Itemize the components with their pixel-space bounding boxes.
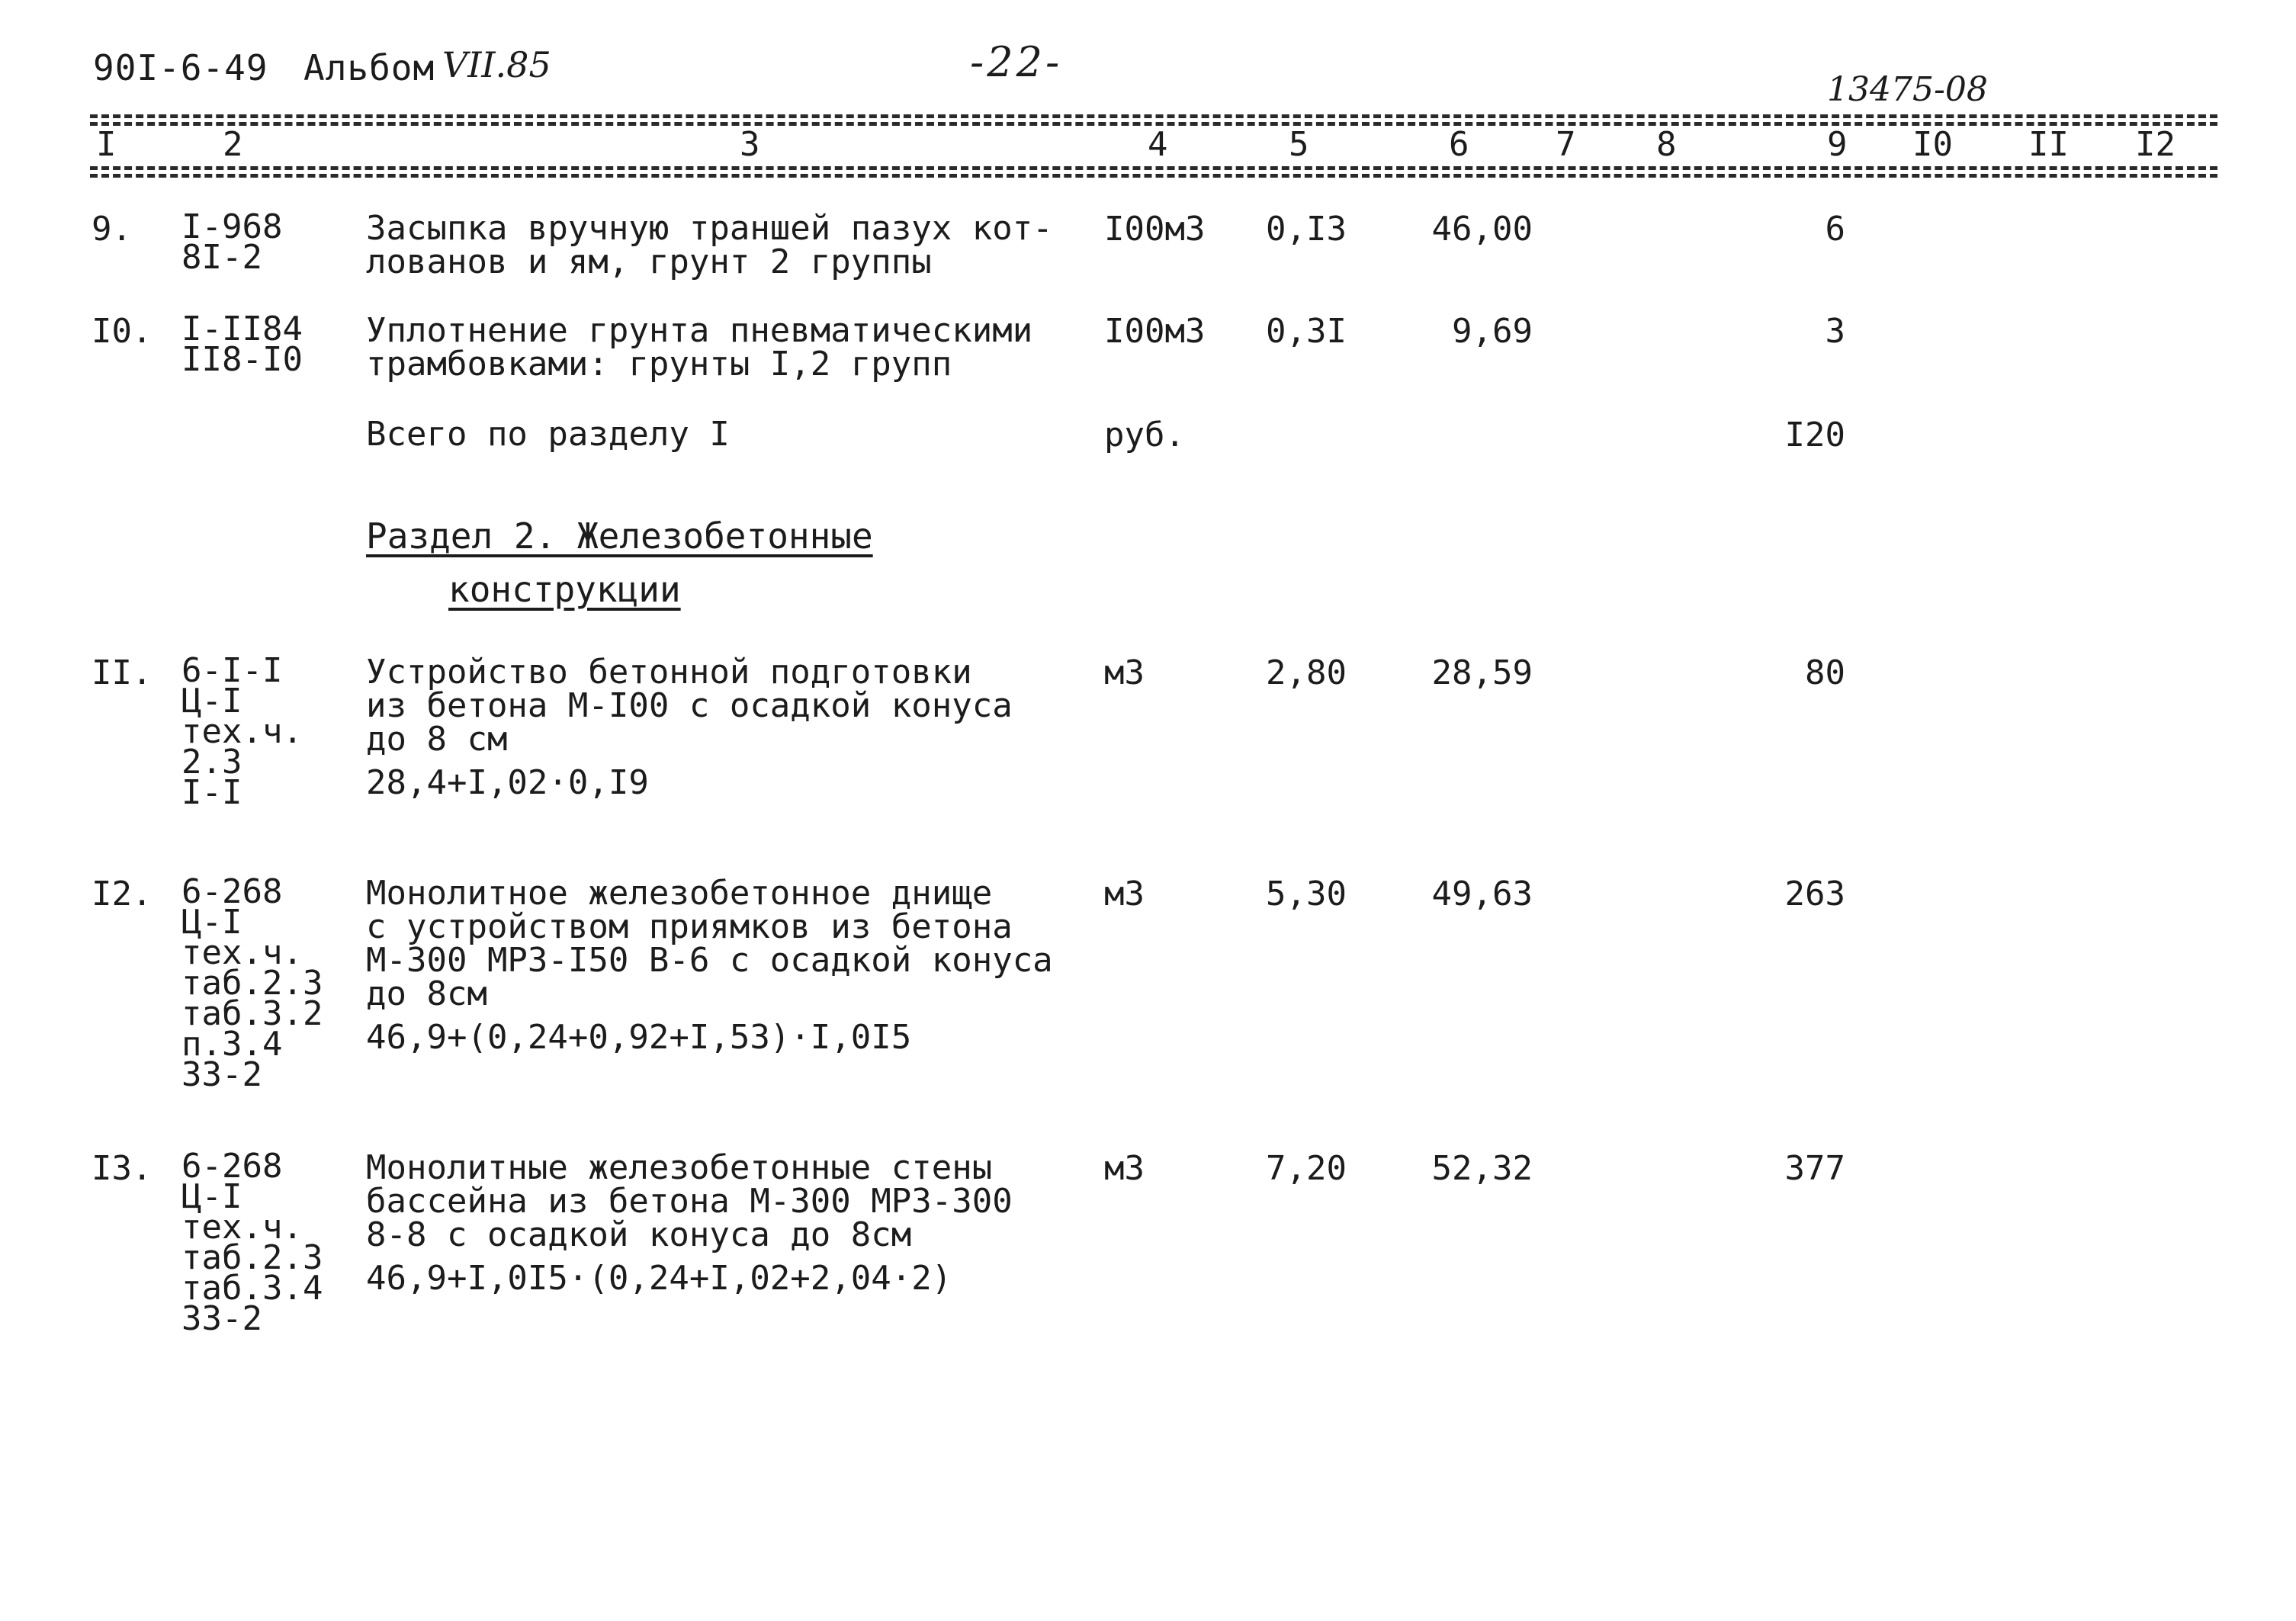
row-number: II. bbox=[92, 653, 153, 692]
unit-price: 28,59 bbox=[1431, 653, 1533, 692]
price-formula: 28,4+I,02·0,I9 bbox=[366, 763, 649, 802]
column-number-11: II bbox=[2028, 125, 2069, 164]
unit-price: 9,69 bbox=[1452, 312, 1533, 351]
header-bottom-rule-2 bbox=[90, 174, 2217, 178]
norm-code: I-II84 II8-I0 bbox=[181, 310, 303, 379]
norm-code: 6-268 Ц-I тех.ч. таб.2.3 таб.3.2 п.3.4 33-2 bbox=[181, 872, 323, 1094]
work-description: Уплотнение грунта пневматическими трамбовками: грунты I,2 групп bbox=[366, 311, 1033, 384]
column-number-5: 5 bbox=[1289, 125, 1309, 164]
column-number-3: 3 bbox=[740, 125, 760, 164]
work-description: Всего по разделу I bbox=[366, 415, 730, 454]
total-cost: 3 bbox=[1825, 312, 1845, 351]
column-number-4: 4 bbox=[1148, 125, 1168, 164]
header-bottom-rule bbox=[90, 166, 2217, 170]
unit: м3 bbox=[1104, 875, 1145, 913]
quantity: 0,3I bbox=[1266, 312, 1347, 351]
row-number: 9. bbox=[92, 210, 132, 249]
unit: I00м3 bbox=[1104, 210, 1206, 249]
unit: I00м3 bbox=[1104, 312, 1206, 351]
row-number: I2. bbox=[92, 875, 153, 913]
total-cost: 80 bbox=[1805, 653, 1845, 692]
column-number-12: I2 bbox=[2135, 125, 2176, 164]
norm-code: 6-I-I Ц-I тех.ч. 2.3 I-I bbox=[181, 651, 303, 812]
column-number-9: 9 bbox=[1827, 125, 1848, 164]
document-stamp: 13475-08 bbox=[1827, 70, 1988, 109]
total-cost: 6 bbox=[1825, 210, 1845, 249]
norm-code: I-968 8I-2 bbox=[181, 207, 283, 277]
norm-code: 6-268 Ц-I тех.ч. таб.2.3 таб.3.4 33-2 bbox=[181, 1147, 323, 1338]
quantity: 5,30 bbox=[1266, 875, 1347, 913]
section-2-subtitle: конструкции bbox=[448, 569, 681, 610]
section-2-heading bbox=[366, 509, 873, 616]
album-number: VII.85 bbox=[442, 44, 551, 85]
column-number-10: I0 bbox=[1912, 125, 1953, 164]
total-cost: 377 bbox=[1784, 1149, 1845, 1188]
row-number: I3. bbox=[92, 1149, 153, 1188]
column-number-2: 2 bbox=[223, 125, 243, 164]
column-number-1: I bbox=[96, 125, 117, 164]
column-number-6: 6 bbox=[1449, 125, 1469, 164]
section-2-title: Раздел 2. Железобетонные bbox=[366, 515, 873, 557]
document-code: 90I-6-49 bbox=[93, 47, 268, 88]
unit: руб. bbox=[1104, 416, 1185, 454]
quantity: 2,80 bbox=[1266, 653, 1347, 692]
total-cost: 263 bbox=[1784, 875, 1845, 913]
page-number: -22- bbox=[970, 38, 1063, 86]
price-formula: 46,9+I,0I5·(0,24+I,02+2,04·2) bbox=[366, 1259, 952, 1298]
unit-price: 52,32 bbox=[1431, 1149, 1533, 1188]
unit-price: 49,63 bbox=[1431, 875, 1533, 913]
column-number-7: 7 bbox=[1556, 125, 1576, 164]
work-description: Монолитное железобетонное днище с устройством приямков из бетона М-300 МРЗ-I50 В-6 с осадкой конуса до 8см bbox=[366, 874, 1053, 1013]
header-top-rule bbox=[90, 114, 2217, 118]
unit-price: 46,00 bbox=[1431, 210, 1533, 249]
price-formula: 46,9+(0,24+0,92+I,53)·I,0I5 bbox=[366, 1018, 912, 1057]
work-description: Монолитные железобетонные стены бассейна из бетона М-300 МРЗ-300 8-8 с осадкой конуса до 8см bbox=[366, 1148, 1013, 1254]
work-description: Устройство бетонной подготовки из бетона М-I00 с осадкой конуса до 8 см bbox=[366, 653, 1013, 759]
unit: м3 bbox=[1104, 1149, 1145, 1188]
quantity: 7,20 bbox=[1266, 1149, 1347, 1188]
column-number-8: 8 bbox=[1656, 125, 1677, 164]
work-description: Засыпка вручную траншей пазух кот- лованов и ям, грунт 2 группы bbox=[366, 209, 1053, 281]
row-number: I0. bbox=[92, 312, 153, 351]
album-label: Альбом bbox=[303, 47, 435, 88]
unit: м3 bbox=[1104, 653, 1145, 692]
quantity: 0,I3 bbox=[1266, 210, 1347, 249]
total-cost: I20 bbox=[1784, 416, 1845, 454]
